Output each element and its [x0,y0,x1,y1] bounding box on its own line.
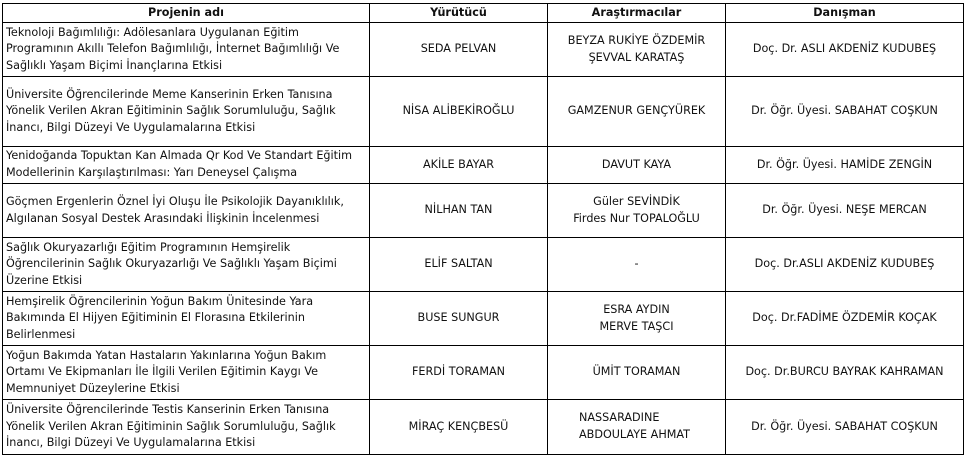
advisor-cell: Dr. Öğr. Üyesi. HAMİDE ZENGİN [726,147,964,184]
projects-table [2,3,964,455]
researcher-name: Güler SEVİNDİK [593,194,680,208]
executor-cell: MİRAÇ KENÇBESÜ [370,400,548,455]
executor-cell: NİLHAN TAN [370,184,548,238]
project-name-cell: Teknoloji Bağımlılığı: Adölesanlara Uygulanan Eğitim Programının Akıllı Telefon Bağımlılığı, İnternet Bağımlılığı Ve Sağlıklı Yaşam Biçimi İnançlarına Etkisi [3,23,370,77]
table-row [3,400,964,455]
researcher-name: GAMZENUR GENÇYÜREK [567,104,706,118]
executor-cell: SEDA PELVAN [370,23,548,77]
researchers-cell [548,147,726,184]
executor-cell: AKİLE BAYAR [370,147,548,184]
executor-cell: ELİF SALTAN [370,238,548,292]
table-row [3,238,964,292]
project-name-cell: Üniversite Öğrencilerinde Testis Kanserinin Erken Tanısına Yönelik Verilen Akran Eğitiminin Sağlık Sorumluluğu, Sağlık İnancı, Bilgi Düzeyi Ve Uygulamalarına Etkisi [3,400,370,455]
researcher-name: - [634,257,639,271]
executor-cell: FERDİ TORAMAN [370,346,548,400]
table-row [3,23,964,77]
researcher-name: ÜMİT TORAMAN [592,365,681,379]
table-row [3,77,964,147]
advisor-cell: Doç. Dr.FADİME ÖZDEMİR KOÇAK [726,292,964,346]
advisor-cell: Doç. Dr.BURCU BAYRAK KAHRAMAN [726,346,964,400]
researchers-cell [548,292,726,346]
project-name-cell: Hemşirelik Öğrencilerinin Yoğun Bakım Ünitesinde Yara Bakımında El Hijyen Eğitiminin El Florasına Etkilerinin Belirlenmesi [3,292,370,346]
researchers-cell [548,23,726,77]
researchers-cell [548,400,726,455]
advisor-cell: Dr. Öğr. Üyesi. NEŞE MERCAN [726,184,964,238]
advisor-cell: Doç. Dr.ASLI AKDENİZ KUDUBEŞ [726,238,964,292]
advisor-cell: Dr. Öğr. Üyesi. SABAHAT COŞKUN [726,400,964,455]
project-name-cell: Yoğun Bakımda Yatan Hastaların Yakınlarına Yoğun Bakım Ortamı Ve Ekipmanları İle İlgili Verilen Eğitimin Kaygı Ve Memnuniyet Düzeylerine Etkisi [3,346,370,400]
project-name-cell: Yenidoğanda Topuktan Kan Almada Qr Kod Ve Standart Eğitim Modellerinin Karşılaştırılması: Yarı Deneysel Çalışma [3,147,370,184]
header-advisor: Danışman [726,4,964,23]
researcher-name: Firdes Nur TOPALOĞLU [573,211,700,225]
table-row [3,184,964,238]
header-project-name: Projenin adı [3,4,370,23]
advisor-cell: Dr. Öğr. Üyesi. SABAHAT COŞKUN [726,77,964,147]
project-name-cell: Sağlık Okuryazarlığı Eğitim Programının Hemşirelik Öğrencilerinin Sağlık Okuryazarlığı Ve Sağlıklı Yaşam Biçimi Üzerine Etkisi [3,238,370,292]
table-header-row [3,4,964,23]
researcher-name: ŞEVVAL KARATAŞ [588,50,685,64]
researcher-name: ABDOULAYE AHMAT [579,428,691,441]
header-researchers: Araştırmacılar [548,4,726,23]
researcher-name: NASSARADINE [579,411,660,425]
project-name-cell: Üniversite Öğrencilerinde Meme Kanserinin Erken Tanısına Yönelik Verilen Akran Eğitiminin Sağlık Sorumluluğu, Sağlık İnancı, Bilgi Düzeyi Ve Uygulamalarına Etkisi [3,77,370,147]
researcher-name: BEYZA RUKİYE ÖZDEMİR [567,33,706,47]
project-name-cell: Göçmen Ergenlerin Öznel İyi Oluşu İle Psikolojik Dayanıklılık, Algılanan Sosyal Destek Arasındaki İlişkinin İncelenmesi [3,184,370,238]
researchers-cell [548,77,726,147]
researchers-cell [548,184,726,238]
executor-cell: NİSA ALİBEKİROĞLU [370,77,548,147]
researcher-name: ESRA AYDIN [603,302,670,316]
researchers-cell [548,346,726,400]
table-row [3,292,964,346]
researchers-cell [548,238,726,292]
executor-cell: BUSE SUNGUR [370,292,548,346]
researcher-name: MERVE TAŞCI [599,319,674,333]
advisor-cell: Doç. Dr. ASLI AKDENİZ KUDUBEŞ [726,23,964,77]
researcher-name: DAVUT KAYA [601,157,672,171]
header-executor: Yürütücü [370,4,548,23]
table-row [3,346,964,400]
table-row [3,147,964,184]
